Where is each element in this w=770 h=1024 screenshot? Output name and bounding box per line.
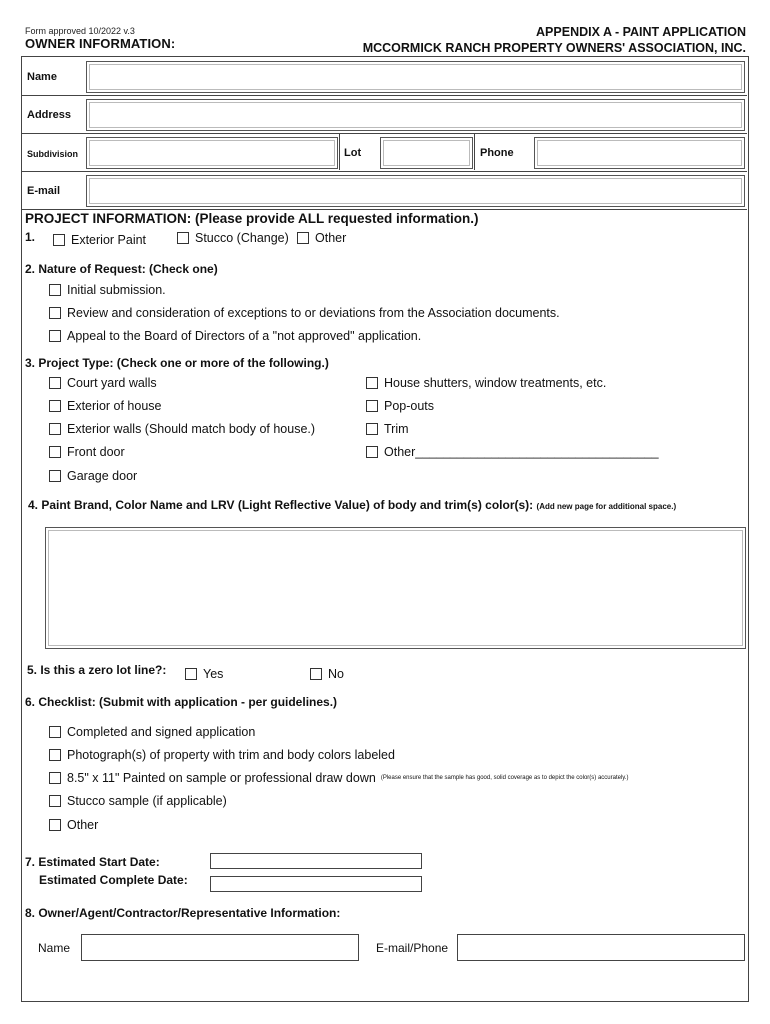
checkbox[interactable] [49, 330, 61, 342]
col-divider [474, 134, 475, 170]
checkbox[interactable] [366, 446, 378, 458]
project-type-title: 3. Project Type: (Check one or more of the following.) [25, 356, 329, 370]
checkbox[interactable] [366, 423, 378, 435]
checkbox[interactable] [49, 795, 61, 807]
checkbox[interactable] [297, 232, 309, 244]
checkbox[interactable] [49, 284, 61, 296]
q1-number: 1. [25, 230, 36, 244]
type-exterior-of-house[interactable]: Exterior of house [49, 399, 162, 413]
owner-info-title: OWNER INFORMATION: [25, 36, 176, 51]
checklist-other[interactable]: Other [49, 818, 98, 832]
nature-option-appeal[interactable]: Appeal to the Board of Directors of a "not approved" application. [49, 329, 421, 343]
zero-lot-yes[interactable]: Yes [185, 667, 223, 681]
checkbox[interactable] [49, 446, 61, 458]
option-other[interactable]: Other [297, 231, 346, 245]
checkbox[interactable] [49, 400, 61, 412]
project-info-title: PROJECT INFORMATION: (Please provide ALL requested information.) [25, 211, 479, 226]
type-other[interactable]: Other___________________________________ [366, 445, 659, 459]
type-exterior-walls[interactable]: Exterior walls (Should match body of house.) [49, 422, 315, 436]
option-stucco-change[interactable]: Stucco (Change) [177, 231, 289, 245]
row-divider [22, 133, 747, 134]
paint-details-textarea[interactable] [45, 527, 746, 649]
association-name: MCCORMICK RANCH PROPERTY OWNERS' ASSOCIATION, INC. [362, 41, 746, 55]
paint-note: (Add new page for additional space.) [536, 502, 677, 511]
checkbox[interactable] [53, 234, 65, 246]
lot-label: Lot [344, 147, 362, 159]
checkbox[interactable] [49, 423, 61, 435]
option-exterior-paint[interactable]: Exterior Paint [53, 233, 146, 247]
type-pop-outs[interactable]: Pop-outs [366, 399, 434, 413]
start-date-field[interactable] [210, 853, 422, 869]
checkbox[interactable] [49, 772, 61, 784]
checklist-completed-application[interactable]: Completed and signed application [49, 725, 255, 739]
form-version: Form approved 10/2022 v.3 [25, 26, 135, 36]
phone-field[interactable] [534, 137, 745, 169]
contractor-email-phone-field[interactable] [457, 934, 745, 961]
nature-option-initial[interactable]: Initial submission. [49, 283, 166, 297]
type-front-door[interactable]: Front door [49, 445, 125, 459]
type-trim[interactable]: Trim [366, 422, 409, 436]
paint-title: 4. Paint Brand, Color Name and LRV (Light Reflective Value) of body and trim(s) color(s): (Add new page for additional space.) [28, 498, 677, 512]
checklist-photographs[interactable]: Photograph(s) of property with trim and body colors labeled [49, 748, 395, 762]
sample-note: (Please ensure that the sample has good, solid coverage as to depict the color(s) accurately.) [380, 775, 629, 781]
lot-field[interactable] [380, 137, 473, 169]
contractor-title: 8. Owner/Agent/Contractor/Representative Information: [25, 906, 341, 920]
owner-address-field[interactable] [86, 99, 745, 131]
name-label: Name [27, 71, 57, 83]
checkbox[interactable] [49, 470, 61, 482]
checklist-stucco-sample[interactable]: Stucco sample (if applicable) [49, 794, 227, 808]
checkbox[interactable] [310, 668, 322, 680]
nature-title: 2. Nature of Request: (Check one) [25, 262, 218, 276]
checkbox[interactable] [49, 307, 61, 319]
appendix-title: APPENDIX A - PAINT APPLICATION [536, 25, 746, 39]
subdivision-label: Subdivision [27, 149, 79, 159]
zero-lot-title: 5. Is this a zero lot line?: [27, 663, 167, 677]
phone-label: Phone [480, 147, 514, 159]
checkbox[interactable] [49, 377, 61, 389]
type-garage-door[interactable]: Garage door [49, 469, 137, 483]
zero-lot-no[interactable]: No [310, 667, 344, 681]
checkbox[interactable] [49, 749, 61, 761]
checkbox[interactable] [177, 232, 189, 244]
contractor-email-phone-label: E-mail/Phone [376, 941, 449, 955]
subdivision-field[interactable] [86, 137, 338, 169]
complete-date-label: Estimated Complete Date: [39, 873, 188, 887]
checklist-title: 6. Checklist: (Submit with application - per guidelines.) [25, 695, 338, 709]
contractor-name-label: Name [38, 941, 71, 955]
checkbox[interactable] [366, 400, 378, 412]
owner-email-field[interactable] [86, 175, 745, 207]
checkbox[interactable] [49, 726, 61, 738]
owner-name-field[interactable] [86, 61, 745, 93]
checkbox[interactable] [366, 377, 378, 389]
start-date-label: 7. Estimated Start Date: [25, 855, 160, 869]
checklist-painted-sample[interactable]: 8.5" x 11" Painted on sample or professional draw down (Please ensure that the sample has good, solid coverage as to depict the color(s) accurately.) [49, 771, 629, 785]
row-divider [22, 95, 747, 96]
contractor-name-field[interactable] [81, 934, 359, 961]
email-label: E-mail [27, 185, 61, 197]
checkbox[interactable] [49, 819, 61, 831]
type-court-yard-walls[interactable]: Court yard walls [49, 376, 157, 390]
nature-option-review[interactable]: Review and consideration of exceptions to or deviations from the Association documents. [49, 306, 560, 320]
address-label: Address [27, 109, 72, 121]
type-house-shutters[interactable]: House shutters, window treatments, etc. [366, 376, 606, 390]
complete-date-field[interactable] [210, 876, 422, 892]
checkbox[interactable] [185, 668, 197, 680]
row-divider [22, 171, 747, 172]
row-divider [22, 209, 747, 210]
col-divider [339, 134, 340, 170]
